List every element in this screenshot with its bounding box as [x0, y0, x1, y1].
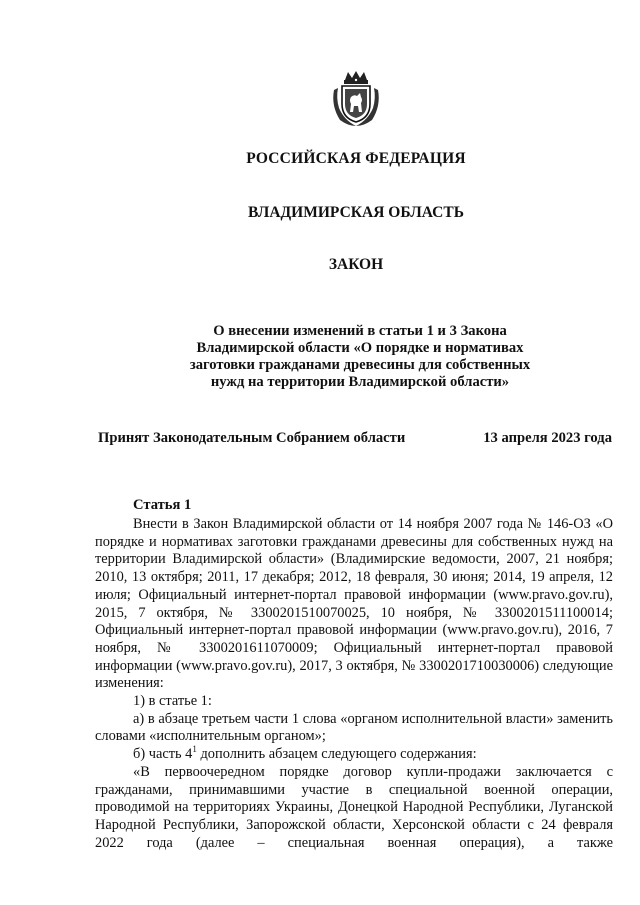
item-1b-superscript: 1	[192, 744, 197, 755]
item-1a: а) в абзаце третьем части 1 слова «органом исполнительной власти» заменить словами «исполнительным органом»;	[95, 710, 613, 745]
adoption-date: 13 апреля 2023 года	[483, 430, 612, 446]
document-type-heading: ЗАКОН	[328, 256, 384, 273]
law-title-line: заготовки гражданами древесины для собственных	[189, 357, 531, 373]
law-title-line: нужд на территории Владимирской области»	[210, 374, 510, 390]
adoption-statement: Принят Законодательным Собранием области	[98, 430, 406, 446]
law-title-line: Владимирской области «О порядке и нормативах	[196, 340, 524, 356]
region-heading: ВЛАДИМИРСКАЯ ОБЛАСТЬ	[248, 204, 464, 221]
item-1: 1) в статье 1:	[133, 693, 212, 710]
article-body	[95, 516, 613, 852]
law-title	[150, 323, 570, 391]
quoted-amendment: «В первоочередном порядке договор купли-продажи заключается с гражданами, принимавшими участие в специальной военной операции, проводимой на территориях Украины, Донецкой Народной Республики, Луганской Народной Республики, Запорожской области, Херсонской области с 24 февраля 2022 года (далее – специальная военная операция), а также	[95, 763, 613, 851]
country-heading: РОССИЙСКАЯ ФЕДЕРАЦИЯ	[246, 150, 466, 167]
article-heading: Статья 1	[133, 497, 192, 513]
item-1b-text: б) часть 4	[133, 746, 193, 763]
item-1b-text-end: дополнить абзацем следующего содержания:	[196, 746, 477, 763]
law-title-line: О внесении изменений в статьи 1 и 3 Закона	[213, 323, 507, 339]
item-1b	[95, 746, 613, 764]
coat-of-arms-icon	[330, 70, 382, 128]
article-intro-paragraph: Внести в Закон Владимирской области от 14 ноября 2007 года № 146-ОЗ «О порядке и нормативах заготовки гражданами древесины для собственных нужд на территории Владимирской области» (Владимирские ведомости, 2007, 21 ноября; 2010, 13 октября; 2011, 17 декабря; 2012, 18 февраля, 30 июня; 2014, 19 апреля, 12 июля; Официальный интернет-портал правовой информации (www.pravo.gov.ru), 2015, 7 октября, № 3300201510070025, 10 ноября, № 3300201511100014; Официальный интернет-портал правовой информации (www.pravo.gov.ru), 2016, 7 ноября, № 3300201611070009; Официальный интернет-портал правовой информации (www.pravo.gov.ru), 2017, 3 октября, № 3300201710030006) следующие изменения:	[95, 516, 613, 692]
